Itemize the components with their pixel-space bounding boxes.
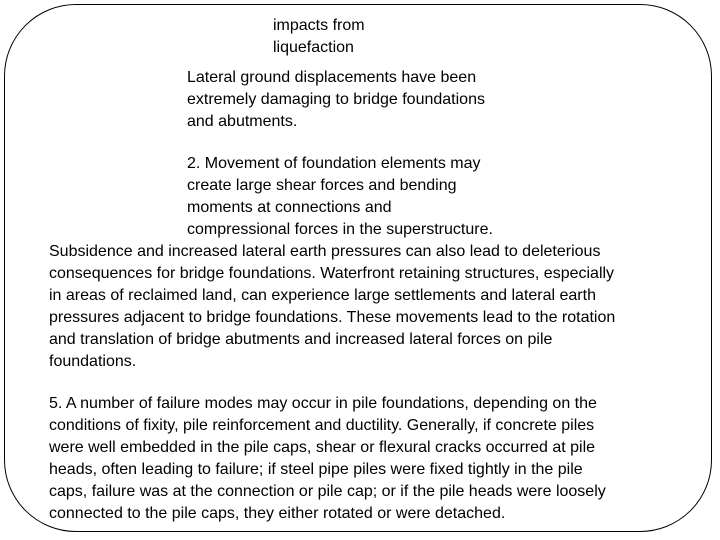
paragraph-subsidence: Subsidence and increased lateral earth pressures can also lead to deleterious consequences for bridge foundations. Waterfront retaining structures, especially in areas of reclaimed land, can experience large settlements and lateral earth pressures adjacent to bridge foundations. These movements lead to the rotation and translation of bridge abutments and increased lateral forces on pile foundations. [49,243,616,370]
paragraph-lateral-displacements: Lateral ground displacements have been extremely damaging to bridge foundations and abutments. [187,69,485,130]
paragraph-failure-modes: 5. A number of failure modes may occur in pile foundations, depending on the conditions of fixity, pile reinforcement and ductility. Generally, if concrete piles were well embedded in the pile caps, shear or flexural cracks occurred at pile heads, often leading to failure; if steel pipe piles were fixed tightly in the pile caps, failure was at the connection or pile cap; or if the pile heads were loosely connected to the pile caps, they either rotated or were detached. [49,395,606,522]
paragraph-movement-of-foundations: 2. Movement of foundation elements may create large shear forces and bending moments at connections and compressional forces in the superstructure. [187,155,493,238]
slide-title: impacts from liquefaction [273,17,365,56]
